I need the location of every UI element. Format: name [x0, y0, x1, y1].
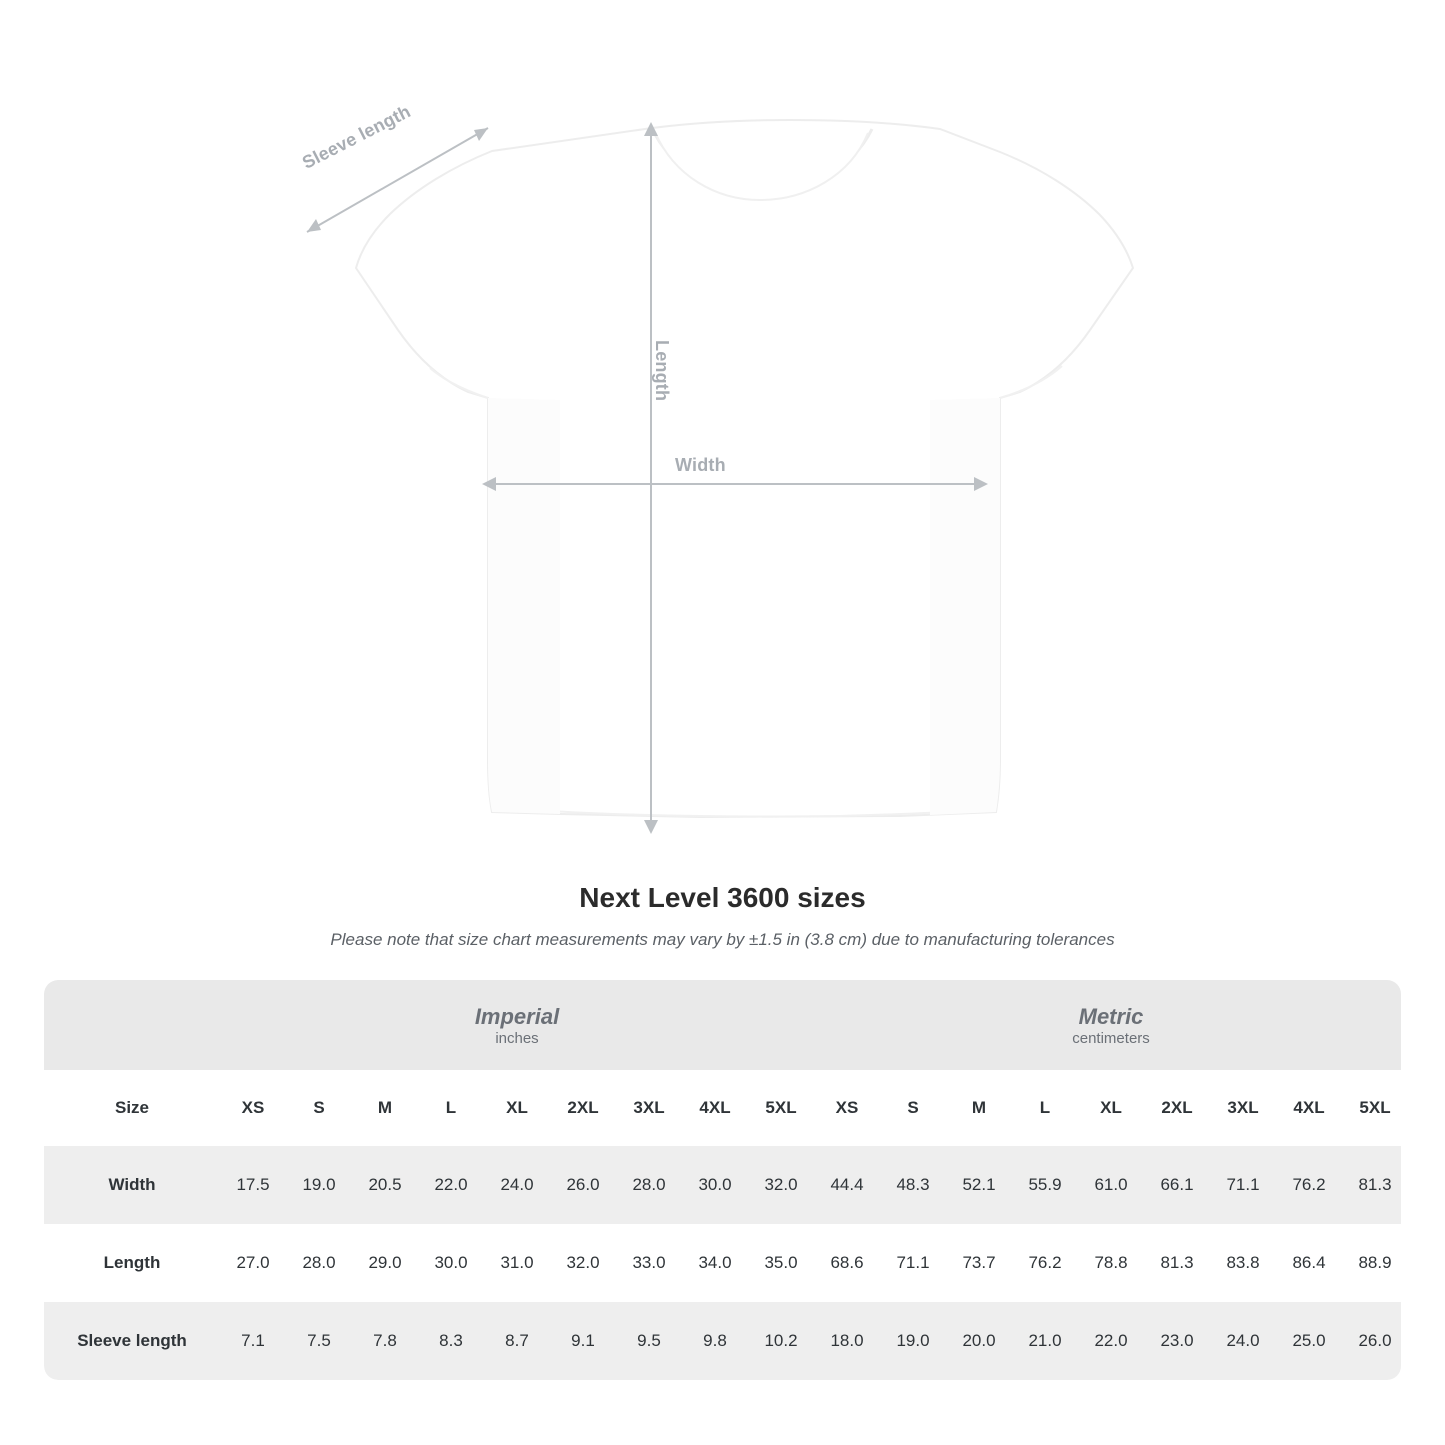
sleeve-metric-xl: 22.0	[1078, 1302, 1144, 1380]
length-metric-3xl: 83.8	[1210, 1224, 1276, 1302]
length-imperial-2xl: 32.0	[550, 1224, 616, 1302]
length-imperial-s: 28.0	[286, 1224, 352, 1302]
size-header-metric-m: M	[946, 1070, 1012, 1146]
unit-name-imperial: Imperial	[474, 1003, 560, 1029]
size-header-metric-3xl: 3XL	[1210, 1070, 1276, 1146]
row-label-sleeve-length: Sleeve length	[44, 1302, 220, 1380]
size-header-metric-l: L	[1012, 1070, 1078, 1146]
length-imperial-5xl: 35.0	[748, 1224, 814, 1302]
unit-header-metric	[814, 980, 1401, 1070]
width-metric-4xl: 76.2	[1276, 1146, 1342, 1224]
length-imperial-l: 30.0	[418, 1224, 484, 1302]
length-metric-m: 73.7	[946, 1224, 1012, 1302]
size-header-imperial-xl: XL	[484, 1070, 550, 1146]
unit-header-imperial	[220, 980, 814, 1070]
sleeve-imperial-s: 7.5	[286, 1302, 352, 1380]
tshirt-shape	[356, 120, 1133, 817]
width-metric-l: 55.9	[1012, 1146, 1078, 1224]
sleeve-metric-2xl: 23.0	[1144, 1302, 1210, 1380]
tolerance-note: Please note that size chart measurements may vary by ±1.5 in (3.8 cm) due to manufacturing tolerances	[330, 930, 1115, 949]
unit-header-row	[44, 980, 1401, 1070]
size-header-imperial-5xl: 5XL	[748, 1070, 814, 1146]
size-header-metric-s: S	[880, 1070, 946, 1146]
row-label-size: Size	[44, 1070, 220, 1146]
sleeve-imperial-3xl: 9.5	[616, 1302, 682, 1380]
unit-sub-imperial: inches	[495, 1030, 539, 1048]
sleeve-metric-5xl: 26.0	[1342, 1302, 1401, 1380]
width-imperial-5xl: 32.0	[748, 1146, 814, 1224]
size-header-metric-4xl: 4XL	[1276, 1070, 1342, 1146]
size-header-imperial-4xl: 4XL	[682, 1070, 748, 1146]
unit-header-spacer	[44, 980, 220, 1070]
width-metric-m: 52.1	[946, 1146, 1012, 1224]
width-imperial-4xl: 30.0	[682, 1146, 748, 1224]
length-metric-xs: 68.6	[814, 1224, 880, 1302]
size-header-imperial-s: S	[286, 1070, 352, 1146]
length-metric-5xl: 88.9	[1342, 1224, 1401, 1302]
size-header-imperial-m: M	[352, 1070, 418, 1146]
sleeve-metric-3xl: 24.0	[1210, 1302, 1276, 1380]
sleeve-metric-s: 19.0	[880, 1302, 946, 1380]
size-header-metric-xs: XS	[814, 1070, 880, 1146]
length-metric-l: 76.2	[1012, 1224, 1078, 1302]
width-metric-5xl: 81.3	[1342, 1146, 1401, 1224]
sleeve-metric-m: 20.0	[946, 1302, 1012, 1380]
sleeve-imperial-2xl: 9.1	[550, 1302, 616, 1380]
size-table	[44, 980, 1401, 1380]
sleeve-imperial-5xl: 10.2	[748, 1302, 814, 1380]
page-title: Next Level 3600 sizes	[579, 882, 866, 913]
size-header-imperial-l: L	[418, 1070, 484, 1146]
length-metric-s: 71.1	[880, 1224, 946, 1302]
length-imperial-m: 29.0	[352, 1224, 418, 1302]
width-metric-s: 48.3	[880, 1146, 946, 1224]
sleeve-imperial-4xl: 9.8	[682, 1302, 748, 1380]
sleeve-metric-xs: 18.0	[814, 1302, 880, 1380]
length-metric-4xl: 86.4	[1276, 1224, 1342, 1302]
length-label: Length	[652, 340, 672, 402]
width-imperial-xs: 17.5	[220, 1146, 286, 1224]
row-label-width: Width	[44, 1146, 220, 1224]
table-row-sleeve-length	[44, 1302, 1401, 1380]
sleeve-imperial-m: 7.8	[352, 1302, 418, 1380]
sleeve-imperial-xs: 7.1	[220, 1302, 286, 1380]
size-header-imperial-xs: XS	[220, 1070, 286, 1146]
row-label-length: Length	[44, 1224, 220, 1302]
sleeve-imperial-l: 8.3	[418, 1302, 484, 1380]
length-imperial-4xl: 34.0	[682, 1224, 748, 1302]
width-label: Width	[675, 455, 726, 475]
length-metric-2xl: 81.3	[1144, 1224, 1210, 1302]
width-metric-2xl: 66.1	[1144, 1146, 1210, 1224]
sleeve-metric-4xl: 25.0	[1276, 1302, 1342, 1380]
table-row-length	[44, 1224, 1401, 1302]
sleeve-imperial-xl: 8.7	[484, 1302, 550, 1380]
length-imperial-xs: 27.0	[220, 1224, 286, 1302]
unit-name-metric: Metric	[1078, 1003, 1144, 1029]
unit-sub-metric: centimeters	[1072, 1030, 1150, 1048]
width-imperial-3xl: 28.0	[616, 1146, 682, 1224]
size-header-metric-2xl: 2XL	[1144, 1070, 1210, 1146]
size-table-wrapper	[44, 980, 1401, 1380]
size-header-row	[44, 1070, 1401, 1146]
width-metric-3xl: 71.1	[1210, 1146, 1276, 1224]
width-imperial-2xl: 26.0	[550, 1146, 616, 1224]
width-imperial-l: 22.0	[418, 1146, 484, 1224]
width-metric-xs: 44.4	[814, 1146, 880, 1224]
sleeve-length-label: Sleeve length	[299, 101, 414, 173]
width-metric-xl: 61.0	[1078, 1146, 1144, 1224]
width-imperial-xl: 24.0	[484, 1146, 550, 1224]
length-metric-xl: 78.8	[1078, 1224, 1144, 1302]
size-header-metric-5xl: 5XL	[1342, 1070, 1401, 1146]
length-imperial-xl: 31.0	[484, 1224, 550, 1302]
width-imperial-s: 19.0	[286, 1146, 352, 1224]
size-header-imperial-3xl: 3XL	[616, 1070, 682, 1146]
length-imperial-3xl: 33.0	[616, 1224, 682, 1302]
size-header-imperial-2xl: 2XL	[550, 1070, 616, 1146]
sleeve-metric-l: 21.0	[1012, 1302, 1078, 1380]
table-row-width	[44, 1146, 1401, 1224]
size-header-metric-xl: XL	[1078, 1070, 1144, 1146]
width-imperial-m: 20.5	[352, 1146, 418, 1224]
